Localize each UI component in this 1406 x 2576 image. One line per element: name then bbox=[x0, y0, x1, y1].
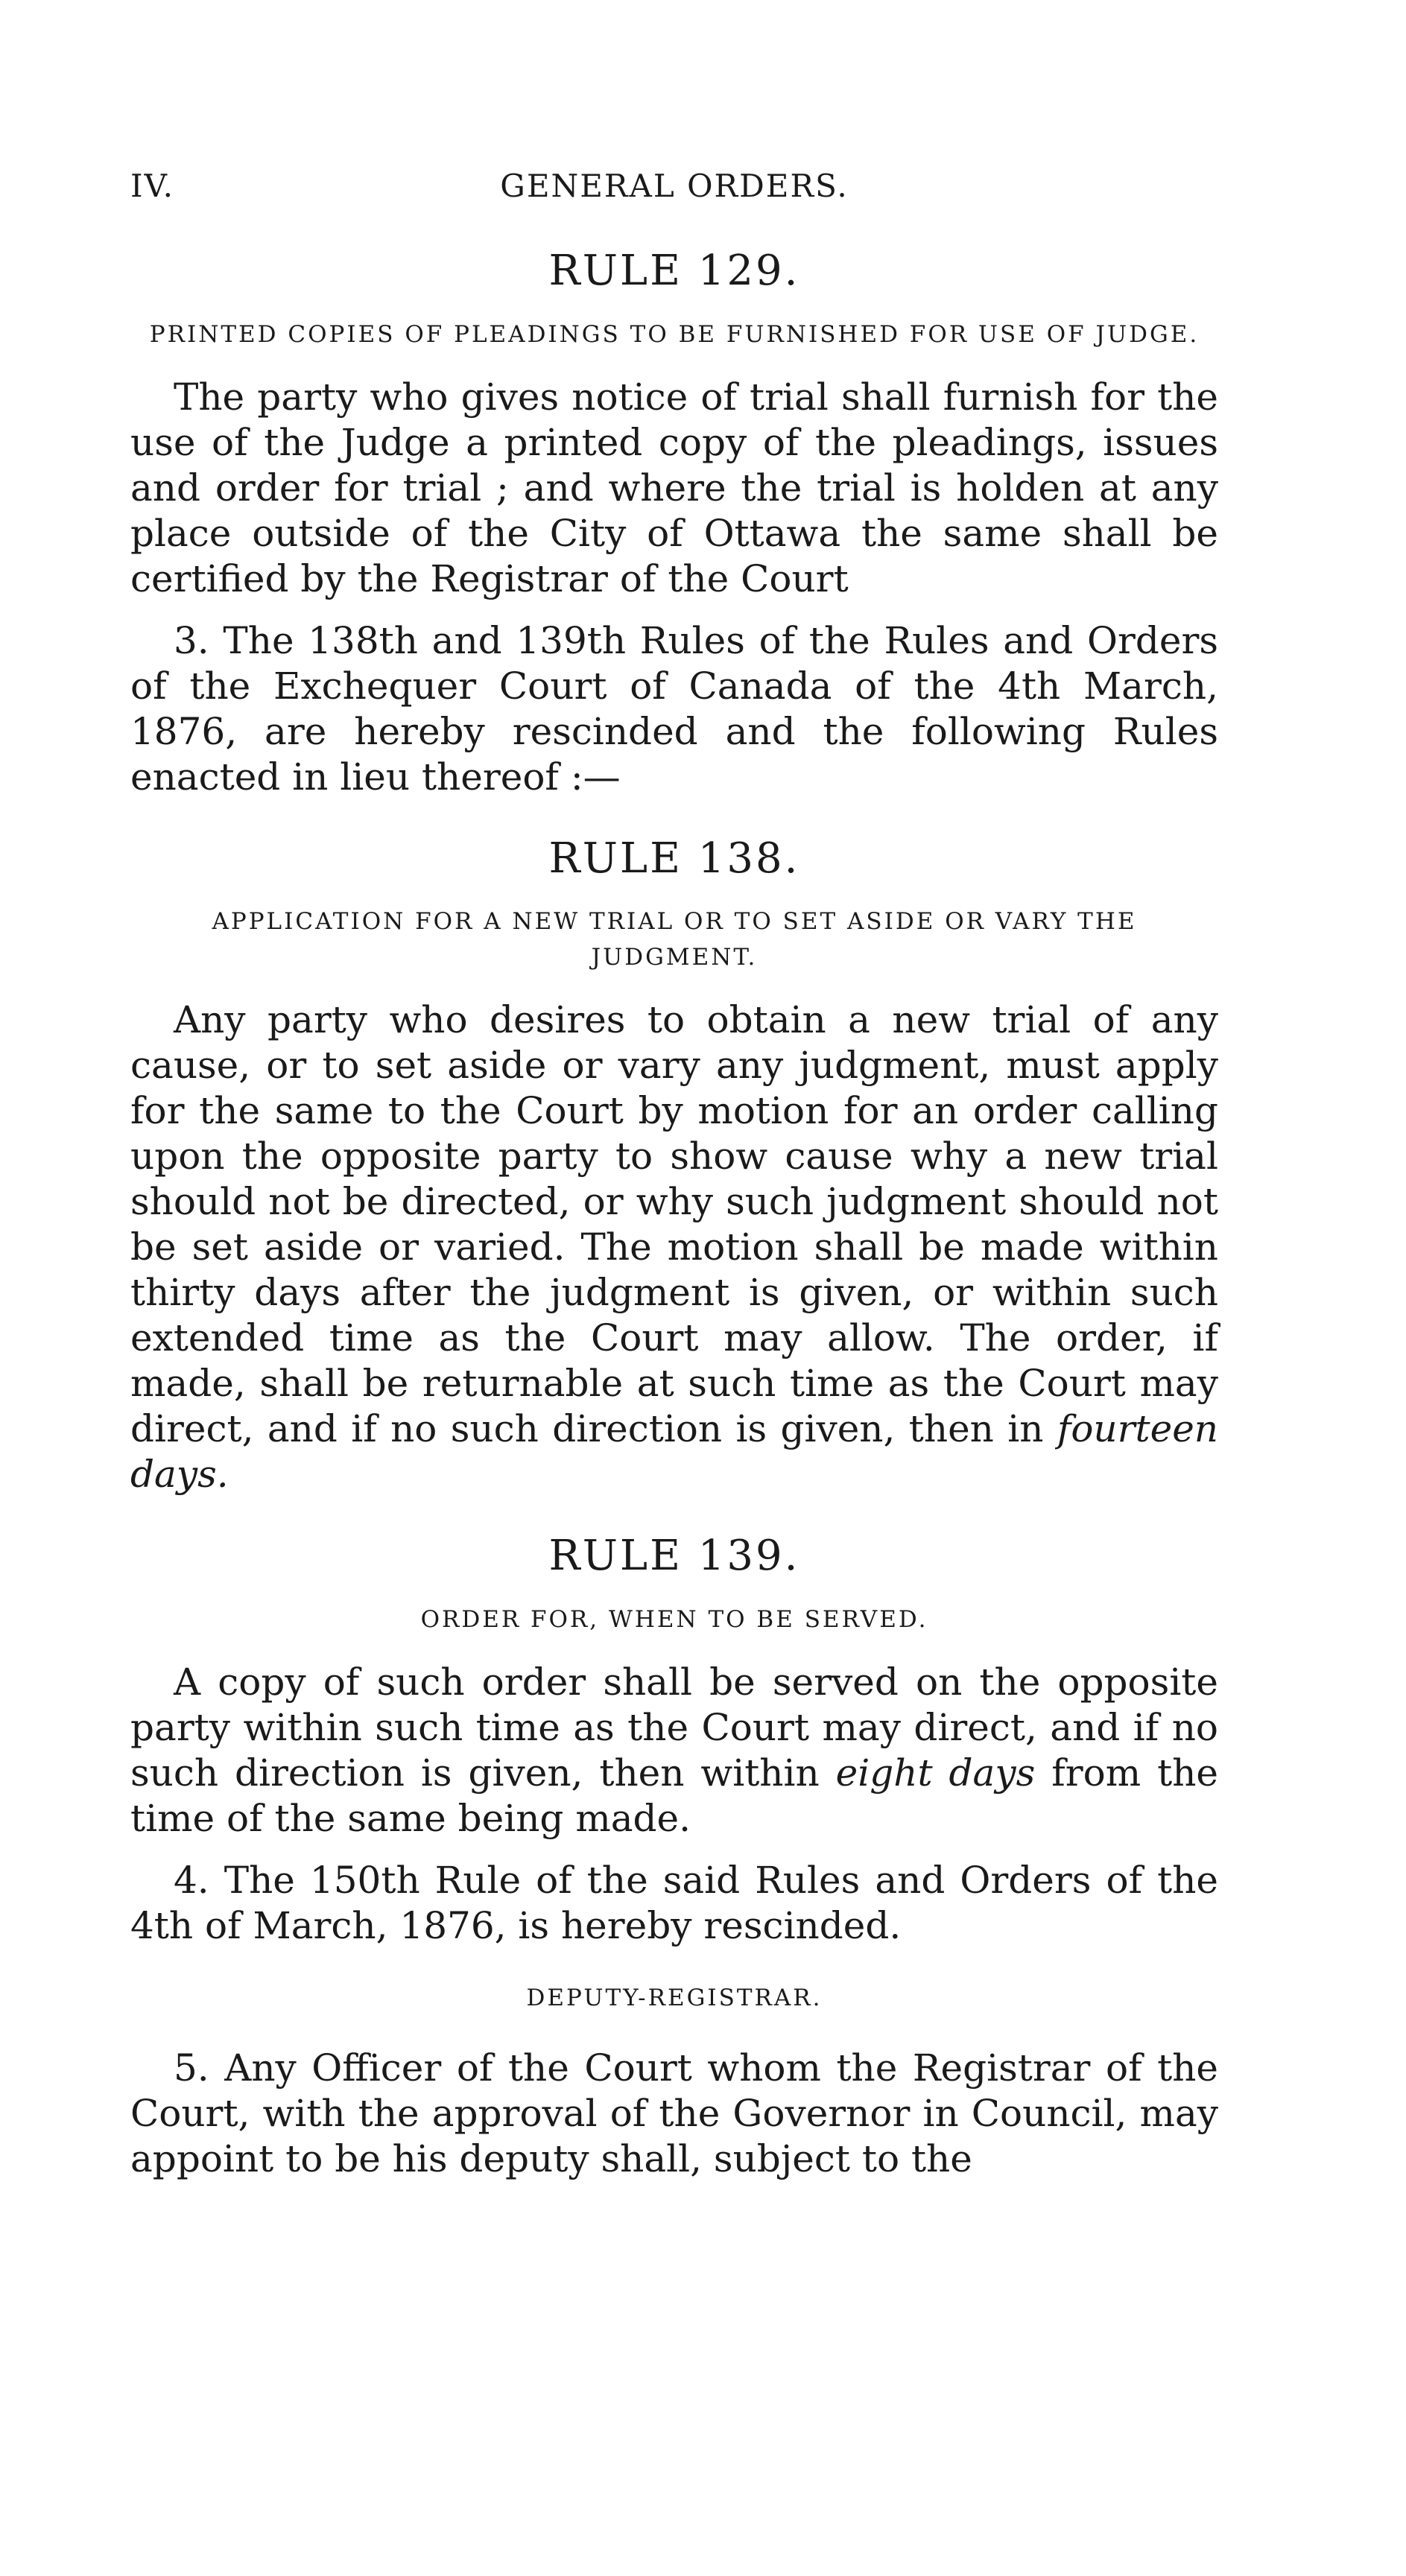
rule-138-heading: APPLICATION FOR A NEW TRIAL OR TO SET ASIDE OR VARY THE JUDGMENT. bbox=[212, 908, 1137, 971]
running-head bbox=[130, 168, 1218, 212]
rule-129-text: The party who gives notice of trial shall furnish for the use of the Judge a printed copy of the pleadings, issues and order for trial ; and where the trial is holden at any place outside of the City of Ottawa the same shall be certified by the Registrar of the Court bbox=[130, 375, 1218, 600]
rule-129-title: RULE 129. bbox=[548, 247, 800, 295]
section-4-text: 4. The 150th Rule of the said Rules and Orders of the 4th of March, 1876, is hereby rescinded. bbox=[130, 1858, 1218, 1947]
rule-139-emphasis: eight days bbox=[835, 1751, 1036, 1795]
rule-138-paragraph bbox=[130, 997, 1218, 1497]
rule-139-text-before: A copy of such order shall be served on the opposite party within such time as the Court may direct, and if no such direction is given, then within bbox=[130, 1660, 1218, 1795]
rule-138-title: RULE 138. bbox=[548, 834, 800, 883]
rule-139-text-after: from the time of the same being made. bbox=[130, 1751, 1218, 1840]
section-5-text: 5. Any Officer of the Court whom the Registrar of the Court, with the approval of the Governor in Council, may appoint to be his deputy shall, subject to the bbox=[130, 2046, 1218, 2180]
document-page bbox=[130, 168, 1218, 2198]
page-folio: IV. bbox=[130, 168, 174, 204]
rule-138-emphasis: fourteen days. bbox=[130, 1407, 1218, 1497]
rule-129-heading: PRINTED COPIES OF PLEADINGS TO BE FURNISHED FOR USE OF JUDGE. bbox=[149, 320, 1200, 348]
section-3-text: 3. The 138th and 139th Rules of the Rules and Orders of the Exchequer Court of Canada of the 4th March, 1876, are hereby rescinded and the following Rules enacted in lieu thereof :— bbox=[130, 618, 1218, 799]
rule-139-title: RULE 139. bbox=[548, 1532, 800, 1581]
rule-139-paragraph bbox=[130, 1660, 1218, 1841]
running-title: GENERAL ORDERS. bbox=[500, 168, 849, 204]
rule-139-heading: ORDER FOR, WHEN TO BE SERVED. bbox=[420, 1605, 928, 1633]
deputy-registrar-heading: DEPUTY-REGISTRAR. bbox=[526, 1984, 823, 2011]
rule-138-text: Any party who desires to obtain a new trial of any cause, or to set aside or vary any judgment, must apply for the same to the Court by motion for an order calling upon the opposite party to show cause why a new trial should not be directed, or why such judgment should not be set aside or varied. The motion shall be made within thirty days after the judgment is given, or within such extended time as the Court may allow. The order, if made, shall be returnable at such time as the Court may direct, and if no such direction is given, then in bbox=[130, 998, 1218, 1451]
